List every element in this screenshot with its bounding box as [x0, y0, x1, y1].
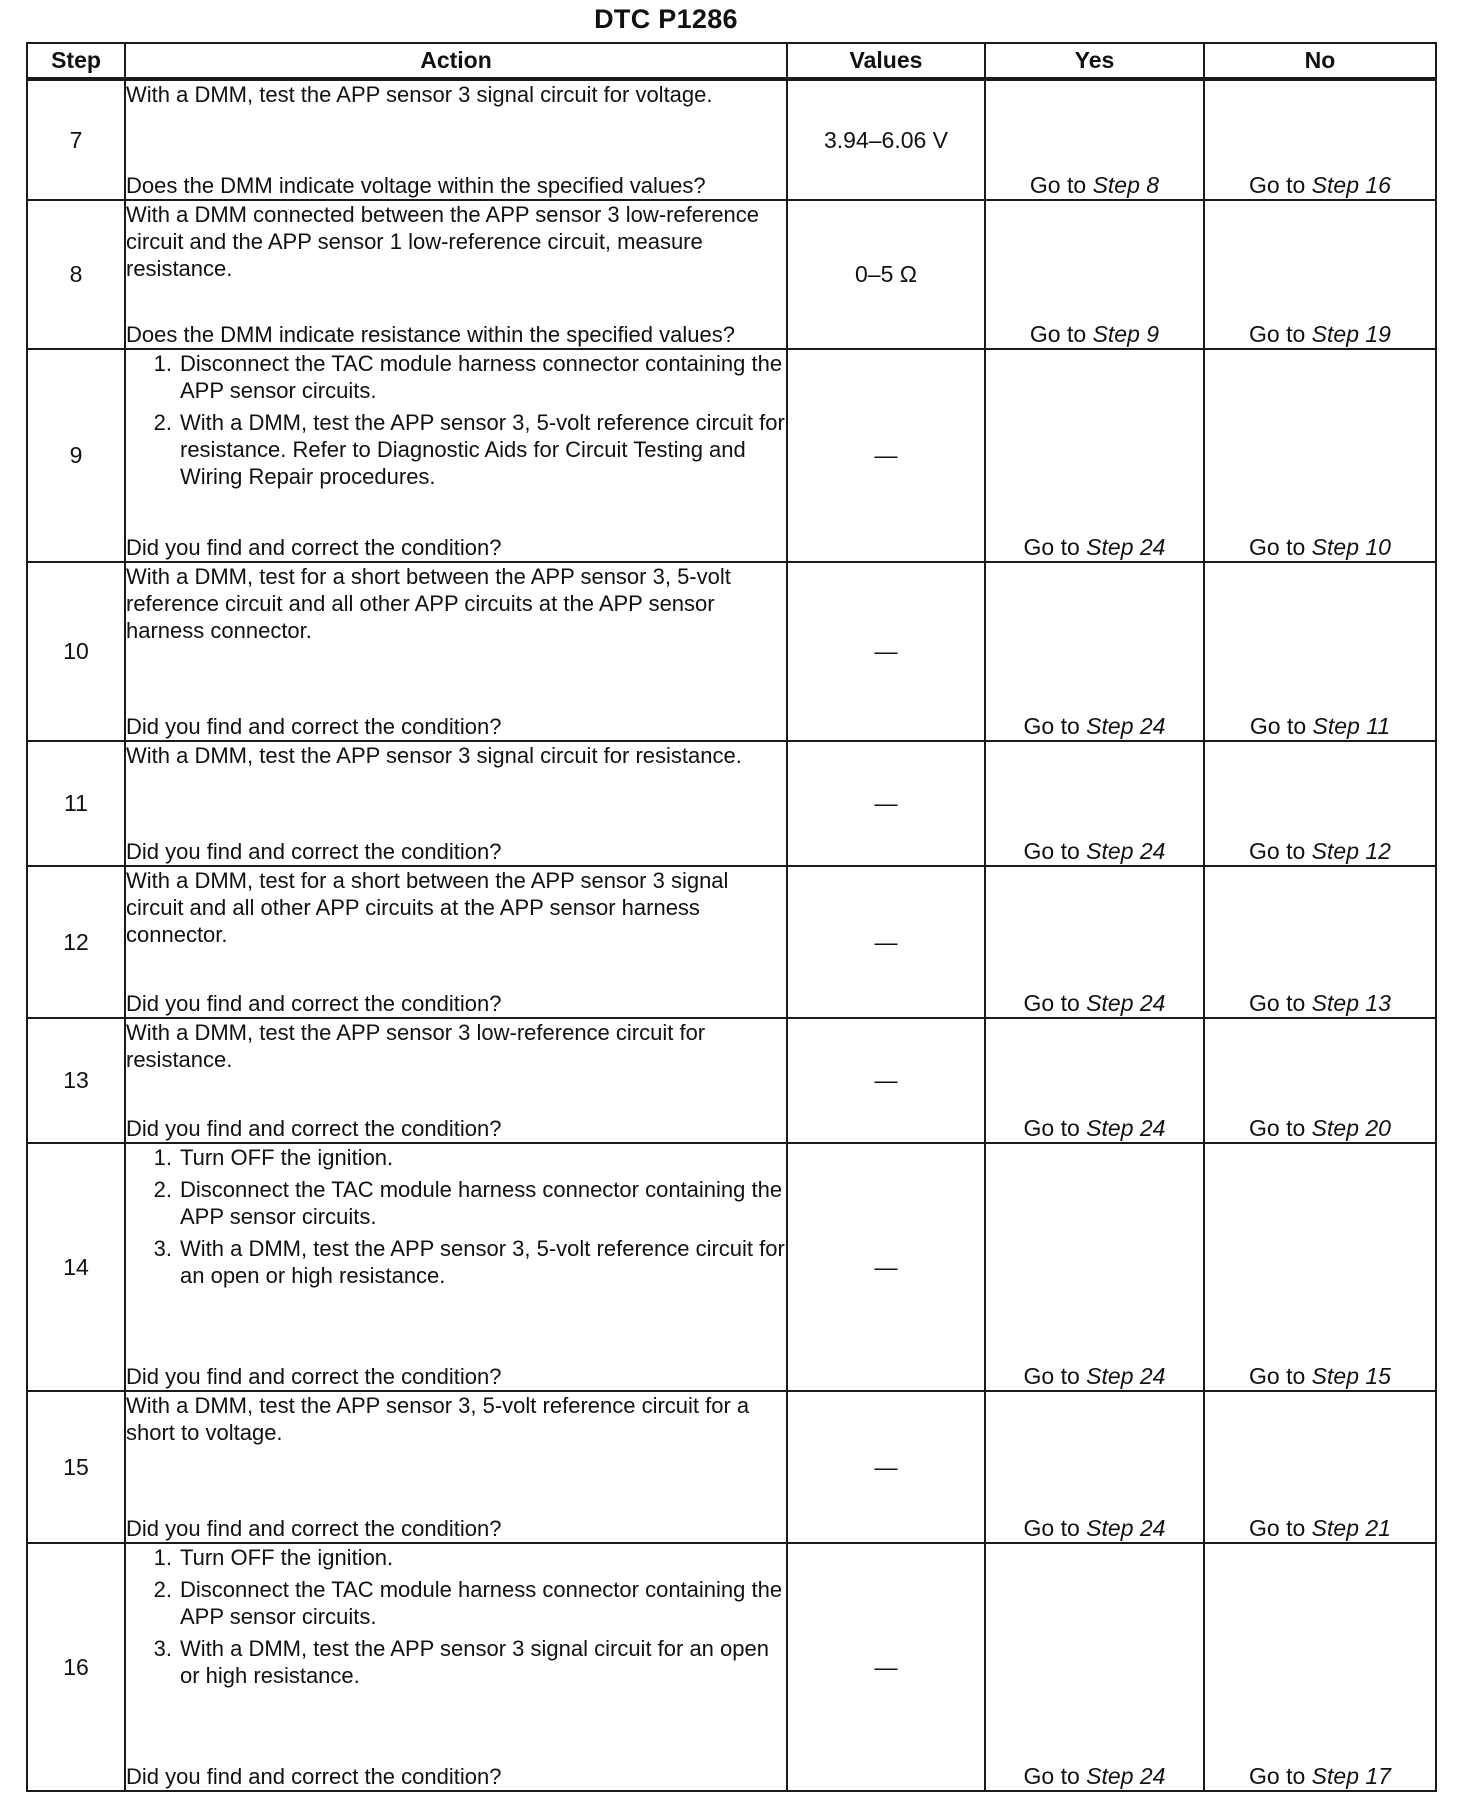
table-body: [27, 79, 1436, 1791]
yes-cell: [985, 200, 1204, 349]
action-content: [126, 201, 786, 348]
action-cell: [125, 1018, 787, 1143]
action-instructions: [126, 563, 786, 644]
yes-step-link[interactable]: Step 8: [1092, 172, 1160, 198]
table-row: [27, 866, 1436, 1018]
value-cell: 3.94–6.06 V: [787, 79, 985, 200]
action-content: [126, 81, 786, 199]
substep-number: 1.: [153, 1545, 172, 1570]
action-text: With a DMM, test the APP sensor 3 low-reference circuit for resistance.: [126, 1020, 706, 1072]
action-instructions: [126, 742, 786, 769]
no-cell: [1204, 1143, 1436, 1391]
header-yes: Yes: [985, 43, 1204, 79]
step-number: 16: [27, 1543, 125, 1791]
substep-item: [126, 1176, 786, 1230]
substep-number: 1.: [153, 1145, 172, 1170]
substep-text: Disconnect the TAC module harness connector containing the APP sensor circuits.: [180, 351, 783, 403]
step-number: 15: [27, 1391, 125, 1543]
substep-text: With a DMM, test the APP sensor 3, 5-volt reference circuit for an open or high resistance.: [180, 1236, 785, 1288]
action-question: Does the DMM indicate voltage within the specified values?: [126, 173, 706, 198]
table-row: [27, 79, 1436, 200]
goto-prefix: Go to: [1023, 1363, 1080, 1389]
action-question: Did you find and correct the condition?: [126, 1364, 502, 1389]
yes-step-link[interactable]: Step 24: [1086, 1763, 1166, 1789]
action-instructions: [126, 1392, 786, 1446]
yes-step-link[interactable]: Step 24: [1086, 1115, 1166, 1141]
yes-cell: [985, 1543, 1204, 1791]
action-text: With a DMM connected between the APP sensor 3 low-reference circuit and the APP sensor 1 low-reference circuit, measure resistance.: [126, 202, 760, 281]
action-content: [126, 1392, 786, 1542]
goto-prefix: Go to: [1023, 838, 1080, 864]
yes-cell: [985, 349, 1204, 562]
step-number: 10: [27, 562, 125, 741]
yes-cell: [985, 1143, 1204, 1391]
value-cell: —: [787, 1543, 985, 1791]
action-instructions: [126, 81, 786, 108]
action-cell: [125, 1391, 787, 1543]
substep-item: [126, 1635, 786, 1689]
action-content: [126, 1019, 786, 1142]
action-content: [126, 350, 786, 561]
action-cell: [125, 200, 787, 349]
substep-list: [126, 1144, 786, 1289]
action-question: Did you find and correct the condition?: [126, 839, 502, 864]
table-row: [27, 349, 1436, 562]
no-step-link[interactable]: Step 21: [1311, 1515, 1391, 1541]
action-cell: [125, 349, 787, 562]
no-cell: [1204, 79, 1436, 200]
goto-prefix: Go to: [1029, 172, 1087, 198]
step-number: 12: [27, 866, 125, 1018]
yes-step-link[interactable]: Step 24: [1086, 838, 1166, 864]
value-cell: —: [787, 1391, 985, 1543]
yes-cell: [985, 1391, 1204, 1543]
yes-step-link[interactable]: Step 9: [1092, 321, 1160, 347]
no-cell: [1204, 866, 1436, 1018]
substep-item: [126, 409, 786, 490]
substep-number: 2.: [153, 410, 172, 435]
action-question: Does the DMM indicate resistance within the specified values?: [126, 322, 735, 347]
substep-list: [126, 1544, 786, 1689]
goto-prefix: Go to: [1023, 1115, 1080, 1141]
goto-prefix: Go to: [1023, 534, 1080, 560]
table-row: [27, 1018, 1436, 1143]
yes-cell: [985, 866, 1204, 1018]
table-row: [27, 200, 1436, 349]
no-step-link[interactable]: Step 20: [1311, 1115, 1391, 1141]
substep-item: [126, 1144, 786, 1171]
yes-step-link[interactable]: Step 24: [1086, 1515, 1166, 1541]
no-step-link[interactable]: Step 12: [1311, 838, 1391, 864]
step-number: 14: [27, 1143, 125, 1391]
value-cell: —: [787, 741, 985, 866]
action-text: With a DMM, test the APP sensor 3 signal circuit for resistance.: [126, 743, 742, 768]
yes-step-link[interactable]: Step 24: [1086, 534, 1166, 560]
action-instructions: [126, 1144, 786, 1294]
action-instructions: [126, 350, 786, 495]
table-row: [27, 562, 1436, 741]
substep-number: 2.: [153, 1577, 172, 1602]
no-step-link[interactable]: Step 15: [1311, 1363, 1391, 1389]
header-no: No: [1204, 43, 1436, 79]
no-step-link[interactable]: Step 11: [1312, 713, 1391, 739]
action-instructions: [126, 1544, 786, 1694]
no-cell: [1204, 1018, 1436, 1143]
substep-item: [126, 1235, 786, 1289]
action-cell: [125, 1143, 787, 1391]
step-number: 9: [27, 349, 125, 562]
value-cell: —: [787, 349, 985, 562]
no-step-link[interactable]: Step 17: [1311, 1763, 1391, 1789]
action-cell: [125, 741, 787, 866]
table-header-row: [27, 43, 1436, 79]
action-instructions: [126, 867, 786, 948]
value-cell: —: [787, 562, 985, 741]
action-content: [126, 563, 786, 740]
goto-prefix: Go to: [1249, 321, 1306, 347]
action-cell: [125, 1543, 787, 1791]
action-content: [126, 1544, 786, 1790]
substep-item: [126, 1576, 786, 1630]
substep-text: Turn OFF the ignition.: [180, 1145, 394, 1170]
action-text: With a DMM, test for a short between the APP sensor 3 signal circuit and all other APP circuits at the APP sensor harness connector.: [126, 868, 729, 947]
step-number: 13: [27, 1018, 125, 1143]
substep-number: 3.: [153, 1236, 172, 1261]
yes-cell: [985, 741, 1204, 866]
header-values: Values: [787, 43, 985, 79]
value-cell: —: [787, 1143, 985, 1391]
no-step-link[interactable]: Step 10: [1311, 534, 1391, 560]
action-question: Did you find and correct the condition?: [126, 535, 502, 560]
no-step-link[interactable]: Step 13: [1311, 990, 1391, 1016]
goto-prefix: Go to: [1023, 1515, 1080, 1541]
goto-prefix: Go to: [1249, 172, 1306, 198]
goto-prefix: Go to: [1249, 990, 1306, 1016]
substep-text: With a DMM, test the APP sensor 3, 5-volt reference circuit for resistance. Refer to Diagnostic Aids for Circuit Testing and Wiring Repair procedures.: [180, 410, 785, 489]
substep-item: [126, 350, 786, 404]
value-cell: —: [787, 1018, 985, 1143]
no-cell: [1204, 741, 1436, 866]
value-cell: 0–5 Ω: [787, 200, 985, 349]
header-step: Step: [27, 43, 125, 79]
yes-cell: [985, 79, 1204, 200]
action-cell: [125, 866, 787, 1018]
no-step-link[interactable]: Step 19: [1311, 321, 1391, 347]
step-number: 7: [27, 79, 125, 200]
yes-step-link[interactable]: Step 24: [1086, 713, 1166, 739]
goto-prefix: Go to: [1249, 1115, 1306, 1141]
no-cell: [1204, 349, 1436, 562]
yes-cell: [985, 1018, 1204, 1143]
action-text: With a DMM, test the APP sensor 3 signal circuit for voltage.: [126, 82, 713, 107]
substep-text: Turn OFF the ignition.: [180, 1545, 394, 1570]
goto-prefix: Go to: [1249, 1363, 1306, 1389]
table-row: [27, 1143, 1436, 1391]
action-question: Did you find and correct the condition?: [126, 1764, 502, 1789]
goto-prefix: Go to: [1249, 1515, 1306, 1541]
substep-number: 1.: [153, 351, 172, 376]
no-cell: [1204, 1543, 1436, 1791]
action-instructions: [126, 1019, 786, 1073]
action-content: [126, 742, 786, 865]
no-cell: [1204, 200, 1436, 349]
table-row: [27, 741, 1436, 866]
action-text: With a DMM, test for a short between the APP sensor 3, 5-volt reference circuit and all other APP circuits at the APP sensor harness connector.: [126, 564, 731, 643]
action-question: Did you find and correct the condition?: [126, 991, 502, 1016]
substep-number: 2.: [153, 1177, 172, 1202]
diagnostic-table: [26, 42, 1437, 1792]
no-cell: [1204, 562, 1436, 741]
table-row: [27, 1391, 1436, 1543]
document-title: DTC P1286: [594, 4, 738, 34]
action-instructions: [126, 201, 786, 282]
action-question: Did you find and correct the condition?: [126, 1516, 502, 1541]
goto-prefix: Go to: [1023, 713, 1080, 739]
action-question: Did you find and correct the condition?: [126, 1116, 502, 1141]
substep-list: [126, 350, 786, 490]
no-step-link[interactable]: Step 16: [1311, 172, 1391, 198]
step-number: 8: [27, 200, 125, 349]
goto-prefix: Go to: [1249, 713, 1307, 739]
step-number: 11: [27, 741, 125, 866]
action-text: With a DMM, test the APP sensor 3, 5-volt reference circuit for a short to voltage.: [126, 1393, 750, 1445]
goto-prefix: Go to: [1029, 321, 1087, 347]
goto-prefix: Go to: [1249, 1763, 1306, 1789]
action-question: Did you find and correct the condition?: [126, 714, 502, 739]
goto-prefix: Go to: [1023, 1763, 1080, 1789]
action-content: [126, 1144, 786, 1390]
action-cell: [125, 79, 787, 200]
substep-text: With a DMM, test the APP sensor 3 signal circuit for an open or high resistance.: [180, 1636, 769, 1688]
action-cell: [125, 562, 787, 741]
substep-text: Disconnect the TAC module harness connector containing the APP sensor circuits.: [180, 1577, 783, 1629]
no-cell: [1204, 1391, 1436, 1543]
goto-prefix: Go to: [1023, 990, 1080, 1016]
yes-step-link[interactable]: Step 24: [1086, 1363, 1166, 1389]
yes-step-link[interactable]: Step 24: [1086, 990, 1166, 1016]
action-content: [126, 867, 786, 1017]
substep-item: [126, 1544, 786, 1571]
table-row: [27, 1543, 1436, 1791]
substep-text: Disconnect the TAC module harness connector containing the APP sensor circuits.: [180, 1177, 783, 1229]
header-action: Action: [125, 43, 787, 79]
substep-number: 3.: [153, 1636, 172, 1661]
goto-prefix: Go to: [1249, 534, 1306, 560]
yes-cell: [985, 562, 1204, 741]
value-cell: —: [787, 866, 985, 1018]
goto-prefix: Go to: [1249, 838, 1306, 864]
